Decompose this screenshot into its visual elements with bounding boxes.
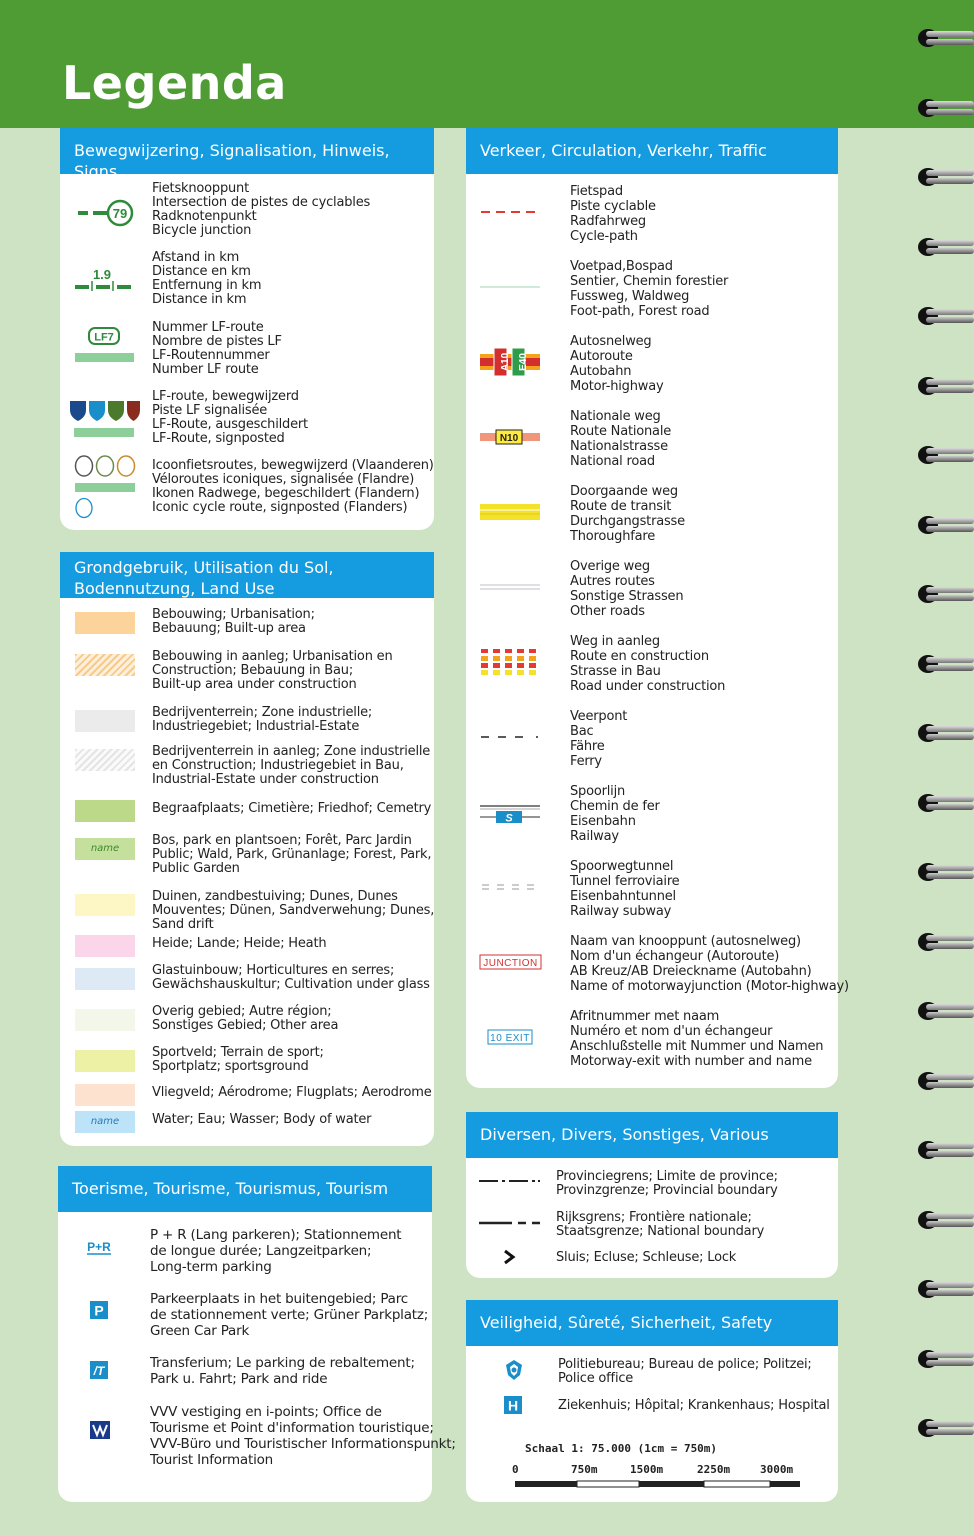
scale-tick-1: 750m: [571, 1463, 598, 1476]
legend-text: Weg in aanleg Route en construction Strasse in Bau Road under construction: [570, 634, 726, 694]
legend-text: Vliegveld; Aérodrome; Flugplats; Aerodrome: [152, 1085, 432, 1100]
legend-text: Transferium; Le parking de rebaltement; Park u. Fahrt; Park and ride: [150, 1355, 415, 1387]
distance-value: 1.9: [92, 267, 112, 282]
scale-tick-0: 0: [512, 1463, 519, 1476]
legend-text: Sluis; Ecluse; Schleuse; Lock: [556, 1250, 737, 1265]
traffic-panel: [466, 128, 849, 1088]
icon-cycle-route-symbol: [74, 454, 138, 520]
spiral-ring: [918, 931, 974, 953]
legend-text: Naam van knooppunt (autosnelweg) Nom d'un échangeur (Autoroute) AB Kreuz/AB Dreieckname (Autobahn) Name of motorwayjunction (Motor-highway): [570, 934, 849, 994]
legend-text: VVV vestiging en i-points; Office de Tourisme et Point d'information touristique; VVV-Büro und Touristischer Informationspunkt; Tourist Information: [150, 1404, 456, 1468]
safety-header: Veiligheid, Sûreté, Sicherheit, Safety: [466, 1300, 838, 1346]
landuse-swatch: [75, 800, 135, 822]
legend-text: Rijksgrens; Frontière nationale; Staatsgrenze; National boundary: [556, 1210, 765, 1239]
tourist-information-icon: [90, 1421, 110, 1439]
legend-text: Politiebureau; Bureau de police; Politzei; Police office: [558, 1357, 812, 1386]
legend-text: Overig gebied; Autre région; Sonstiges Gebied; Other area: [152, 1004, 339, 1033]
landuse-swatch: [75, 1111, 135, 1133]
national-road-symbol: [478, 415, 544, 459]
legend-text: Begraafplaats; Cimetière; Friedhof; Cemetry: [152, 801, 432, 816]
scale-tick-4: 3000m: [760, 1463, 794, 1476]
legend-text: Bebouwing in aanleg; Urbanisation en Construction; Bebauung in Bau; Built-up area under construction: [152, 649, 393, 692]
lf-label: LF7: [94, 331, 114, 344]
svg-text:A10: A10: [500, 352, 511, 372]
spiral-ring: [918, 444, 974, 466]
landuse-swatch: [75, 710, 135, 732]
svg-text:P+R: P+R: [87, 1240, 111, 1254]
safety-panel: [466, 1300, 838, 1502]
hospital-icon: [504, 1396, 522, 1414]
scale-bar: [514, 1480, 804, 1490]
landuse-panel: [60, 552, 434, 1146]
signs-panel: [60, 128, 434, 530]
spiral-ring: [918, 305, 974, 327]
national-boundary-symbol: [478, 1218, 542, 1228]
landuse-swatch: [75, 894, 135, 916]
spiral-ring: [918, 1209, 974, 1231]
other-road-symbol: [478, 565, 544, 609]
provincial-boundary-symbol: [478, 1176, 542, 1186]
legend-text: Nationale weg Route Nationale Nationalstrasse National road: [570, 409, 672, 469]
legend-text: Icoonfietsroutes, bewegwijzerd (Vlaanderen) Véloroutes iconiques, signalisée (Flandre) Ikonen Radwege, begeschildert (Flandern) Iconic cycle route, signposted (Flanders): [152, 458, 434, 515]
bicycle-junction-symbol: [76, 198, 138, 228]
svg-text:H: H: [507, 1397, 519, 1414]
legend-text: Doorgaande weg Route de transit Durchgangstrasse Thoroughfare: [570, 484, 685, 544]
various-header: Diversen, Divers, Sonstiges, Various: [466, 1112, 838, 1158]
legend-text: Bos, park en plantsoen; Forêt, Parc Jardin Public; Wald, Park, Grünanlage; Forest, Park, Public Garden: [152, 833, 432, 876]
foot-path-symbol: [478, 265, 544, 309]
spiral-binding: [914, 0, 974, 1536]
green-car-park-icon: [90, 1301, 108, 1319]
legend-text: P + R (Lang parkeren); Stationnement de longue durée; Langzeitparken; Long-term parking: [150, 1227, 402, 1275]
railway-symbol: [478, 790, 544, 834]
landuse-swatch: [75, 749, 135, 771]
ferry-symbol: [478, 715, 544, 759]
spiral-ring: [918, 1348, 974, 1370]
lock-symbol: [502, 1249, 516, 1265]
page-title: Legenda: [62, 56, 287, 110]
scale-tick-3: 2250m: [697, 1463, 731, 1476]
legend-text: Spoorwegtunnel Tunnel ferroviaire Eisenbahntunnel Railway subway: [570, 859, 680, 919]
landuse-swatch: [75, 1009, 135, 1031]
svg-text:10 EXIT: 10 EXIT: [490, 1033, 530, 1044]
legend-text: Heide; Lande; Heide; Heath: [152, 936, 327, 951]
landuse-swatch: [75, 935, 135, 957]
landuse-swatch: [75, 612, 135, 634]
legend-text: Voetpad,Bospad Sentier, Chemin forestier Fussweg, Waldweg Foot-path, Forest road: [570, 259, 729, 319]
landuse-swatch: [75, 654, 135, 676]
legend-text: Fietsknooppunt Intersection de pistes de cyclables Radknotenpunkt Bicycle junction: [152, 181, 371, 238]
svg-text:JUNCTION: JUNCTION: [483, 958, 538, 969]
legend-text: Autosnelweg Autoroute Autobahn Motor-highway: [570, 334, 664, 394]
legend-text: Afstand in km Distance en km Entfernung in km Distance in km: [152, 250, 262, 307]
swatch-label: name: [90, 1116, 120, 1127]
legend-text: Overige weg Autres routes Sonstige Strassen Other roads: [570, 559, 684, 619]
svg-text:N10: N10: [499, 433, 519, 444]
spiral-ring: [918, 792, 974, 814]
spiral-ring: [918, 166, 974, 188]
landuse-swatch: [75, 838, 135, 860]
police-icon: [504, 1359, 524, 1381]
legend-text: Ziekenhuis; Hôpital; Krankenhaus; Hospital: [558, 1398, 830, 1413]
legend-text: Provinciegrens; Limite de province; Provinzgrenze; Provincial boundary: [556, 1169, 778, 1198]
legend-text: Glastuinbouw; Horticultures en serres; Gewächshauskultur; Cultivation under glass: [152, 963, 430, 992]
spiral-ring: [918, 236, 974, 258]
spiral-ring: [918, 583, 974, 605]
transferium-icon: [90, 1361, 108, 1379]
spiral-ring: [918, 722, 974, 744]
legend-text: Sportveld; Terrain de sport; Sportplatz; sportsground: [152, 1045, 324, 1074]
legend-text: Bedrijventerrein in aanleg; Zone industrielle en Construction; Industriegebiet in Bau, Industrial-Estate under construction: [152, 744, 431, 787]
road-under-construction-symbol: [478, 640, 544, 684]
spiral-ring: [918, 1070, 974, 1092]
cycle-path-symbol: [478, 190, 544, 234]
thoroughfare-symbol: [478, 490, 544, 534]
tourism-header: Toerisme, Tourisme, Tourismus, Tourism: [58, 1166, 432, 1212]
railway-subway-symbol: [478, 865, 544, 909]
svg-text:P: P: [94, 1302, 104, 1319]
spiral-ring: [918, 1417, 974, 1439]
traffic-header: Verkeer, Circulation, Verkehr, Traffic: [466, 128, 838, 174]
spiral-ring: [918, 861, 974, 883]
spiral-ring: [918, 1278, 974, 1300]
legend-text: Parkeerplaats in het buitengebied; Parc de stationnement verte; Grüner Parkplatz; Green Car Park: [150, 1291, 429, 1339]
title-banner: [0, 0, 974, 128]
svg-text:S: S: [505, 812, 513, 825]
scale-tick-2: 1500m: [630, 1463, 664, 1476]
landuse-swatch: [75, 968, 135, 990]
landuse-swatch: [75, 1050, 135, 1072]
legend-text: Duinen, zandbestuiving; Dunes, Dunes Mouventes; Dünen, Sandverwehung; Dunes, Sand drift: [152, 889, 435, 932]
motorway-exit-symbol: [478, 1015, 544, 1059]
junction-name-symbol: [478, 940, 544, 984]
legend-text: Bebouwing; Urbanisation; Bebauung; Built-up area: [152, 607, 315, 636]
park-and-ride-icon: [86, 1238, 112, 1256]
spiral-ring: [918, 653, 974, 675]
signs-header: Bewegwijzering, Signalisation, Hinweis, Signs: [60, 128, 434, 174]
motorway-symbol: [478, 340, 544, 384]
spiral-ring: [918, 27, 974, 49]
spiral-ring: [918, 514, 974, 536]
legend-text: Spoorlijn Chemin de fer Eisenbahn Railway: [570, 784, 660, 844]
swatch-label: name: [90, 843, 120, 854]
lf-route-number-symbol: [74, 326, 136, 366]
legend-text: Veerpont Bac Fähre Ferry: [570, 709, 628, 769]
landuse-header: Grondgebruik, Utilisation du Sol, Bodennutzung, Land Use: [60, 552, 434, 598]
legend-text: Afritnummer met naam Numéro et nom d'un échangeur Anschlußstelle mit Nummer und Namen Motorway-exit with number and name: [570, 1009, 824, 1069]
spiral-ring: [918, 375, 974, 397]
tourism-panel: [58, 1166, 456, 1502]
legend-text: Bedrijventerrein; Zone industrielle; Industriegebiet; Industrial-Estate: [152, 705, 373, 734]
lf-signposted-symbol: [68, 398, 140, 442]
legend-text: Fietspad Piste cyclable Radfahrweg Cycle-path: [570, 184, 656, 244]
junction-number: 79: [112, 206, 128, 221]
spiral-ring: [918, 97, 974, 119]
svg-text:E40: E40: [518, 353, 529, 371]
landuse-swatch: [75, 1084, 135, 1106]
spiral-ring: [918, 1000, 974, 1022]
various-panel: [466, 1112, 838, 1278]
legend-text: LF-route, bewegwijzerd Piste LF signalisée LF-Route, ausgeschildert LF-Route, signposted: [152, 389, 308, 446]
svg-text:/T: /T: [93, 1364, 105, 1378]
distance-symbol: [74, 266, 134, 292]
legend-text: Water; Eau; Wasser; Body of water: [152, 1112, 372, 1127]
legend-text: Nummer LF-route Nombre de pistes LF LF-Routennummer Number LF route: [152, 320, 282, 377]
scale-title: Schaal 1: 75.000 (1cm = 750m): [525, 1442, 718, 1455]
spiral-ring: [918, 1139, 974, 1161]
